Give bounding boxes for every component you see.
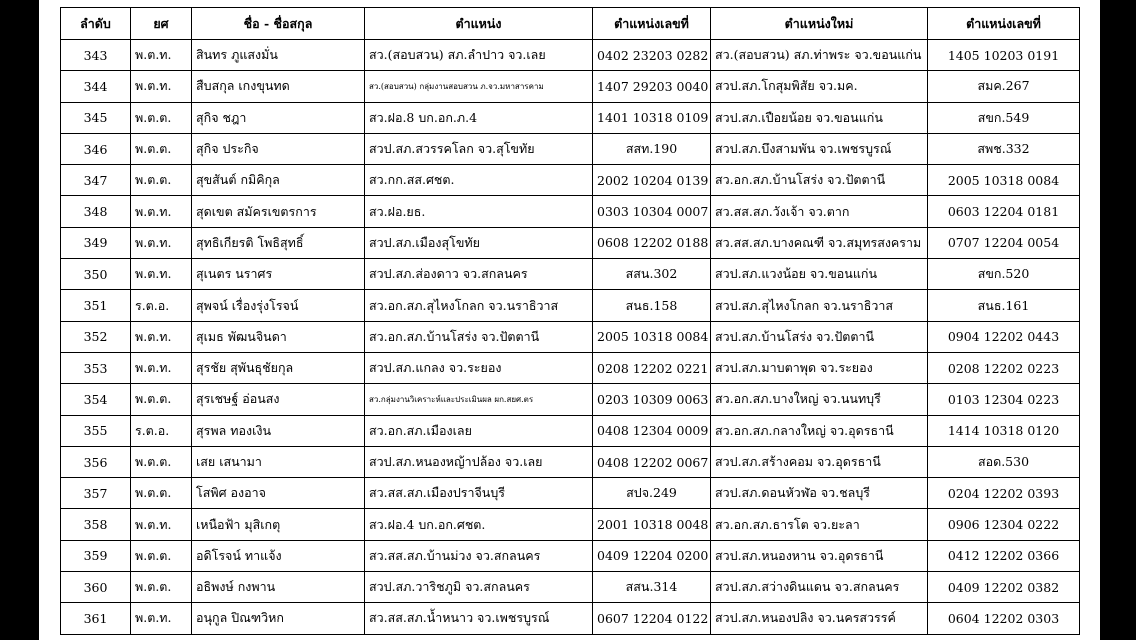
cell-order: 349 xyxy=(61,227,131,258)
header-rank: ยศ xyxy=(131,8,192,40)
cell-order: 358 xyxy=(61,509,131,540)
cell-new-position-number: 2005 10318 0084 xyxy=(928,165,1080,196)
table-row xyxy=(61,133,1080,164)
cell-new-position: สวป.สภ.หนองปลิง จว.นครสวรรค์ xyxy=(711,603,928,634)
table-row xyxy=(61,352,1080,383)
cell-new-position-number: 1414 10318 0120 xyxy=(928,415,1080,446)
cell-new-position-number: สนธ.161 xyxy=(928,290,1080,321)
cell-position-number: 0408 12202 0067 xyxy=(593,446,711,477)
cell-order: 344 xyxy=(61,71,131,102)
cell-new-position: สว.อก.สภ.บ้านโสร่ง จว.ปัตตานี xyxy=(711,165,928,196)
table-row xyxy=(61,196,1080,227)
cell-position: สว.สส.สภ.น้ำหนาว จว.เพชรบูรณ์ xyxy=(365,603,593,634)
cell-name: สุรเชษฐ์ อ่อนสง xyxy=(192,384,365,415)
cell-order: 360 xyxy=(61,572,131,603)
cell-new-position-number: 0906 12304 0222 xyxy=(928,509,1080,540)
cell-new-position: สวป.สภ.สว่างดินแดน จว.สกลนคร xyxy=(711,572,928,603)
cell-order: 361 xyxy=(61,603,131,634)
cell-name: สุทธิเกียรติ โพธิสุทธิ์ xyxy=(192,227,365,258)
cell-new-position: สว.สส.สภ.บางคณฑี จว.สมุทรสงคราม xyxy=(711,227,928,258)
cell-new-position: สว.อก.สภ.บางใหญ่ จว.นนทบุรี xyxy=(711,384,928,415)
table-row xyxy=(61,290,1080,321)
table-row xyxy=(61,478,1080,509)
cell-new-position: สว.สส.สภ.วังเจ้า จว.ตาก xyxy=(711,196,928,227)
cell-position-number: สสน.314 xyxy=(593,572,711,603)
table-row xyxy=(61,321,1080,352)
cell-new-position-number: 0103 12304 0223 xyxy=(928,384,1080,415)
cell-name: อดิโรจน์ ทาแจ้ง xyxy=(192,540,365,571)
table-row xyxy=(61,71,1080,102)
cell-new-position-number: สอด.530 xyxy=(928,446,1080,477)
cell-position-number: 0303 10304 0007 xyxy=(593,196,711,227)
cell-rank: พ.ต.ท. xyxy=(131,40,192,71)
cell-name: อธิพงษ์ กงพาน xyxy=(192,572,365,603)
table-row xyxy=(61,102,1080,133)
cell-position: สว.ฝอ.8 บก.อก.ภ.4 xyxy=(365,102,593,133)
cell-new-position-number: 0204 12202 0393 xyxy=(928,478,1080,509)
cell-rank: พ.ต.ต. xyxy=(131,102,192,133)
cell-new-position: สวป.สภ.สุไหงโกลก จว.นราธิวาส xyxy=(711,290,928,321)
cell-position-number: 0607 12204 0122 xyxy=(593,603,711,634)
cell-new-position-number: 0604 12202 0303 xyxy=(928,603,1080,634)
cell-rank: ร.ต.อ. xyxy=(131,415,192,446)
cell-position: สว.สส.สภ.เมืองปราจีนบุรี xyxy=(365,478,593,509)
cell-new-position: สว.อก.สภ.กลางใหญ่ จว.อุดรธานี xyxy=(711,415,928,446)
cell-position: สวป.สภ.เมืองสุโขทัย xyxy=(365,227,593,258)
cell-rank: พ.ต.ท. xyxy=(131,509,192,540)
cell-name: สุกิจ ชฎา xyxy=(192,102,365,133)
cell-new-position: สว.อก.สภ.ธารโต จว.ยะลา xyxy=(711,509,928,540)
cell-new-position-number: สพช.332 xyxy=(928,133,1080,164)
cell-position-number: 2002 10204 0139 xyxy=(593,165,711,196)
cell-order: 354 xyxy=(61,384,131,415)
cell-order: 350 xyxy=(61,259,131,290)
cell-position-number: 2001 10318 0048 xyxy=(593,509,711,540)
cell-new-position: สวป.สภ.บ้านโสร่ง จว.ปัตตานี xyxy=(711,321,928,352)
table-row xyxy=(61,446,1080,477)
cell-name: สุรพล ทองเงิน xyxy=(192,415,365,446)
cell-position-number: สสท.190 xyxy=(593,133,711,164)
cell-order: 357 xyxy=(61,478,131,509)
cell-rank: พ.ต.ต. xyxy=(131,165,192,196)
cell-new-position: สวป.สภ.หนองหาน จว.อุดรธานี xyxy=(711,540,928,571)
cell-rank: พ.ต.ต. xyxy=(131,384,192,415)
cell-rank: พ.ต.ต. xyxy=(131,540,192,571)
cell-new-position: สวป.สภ.สร้างคอม จว.อุดรธานี xyxy=(711,446,928,477)
cell-order: 351 xyxy=(61,290,131,321)
table-row xyxy=(61,384,1080,415)
cell-order: 348 xyxy=(61,196,131,227)
cell-name: โสพิศ องอาจ xyxy=(192,478,365,509)
header-position-number: ตำแหน่งเลขที่ xyxy=(593,8,711,40)
cell-position: สว.กก.สส.ศชต. xyxy=(365,165,593,196)
cell-position-number: 1401 10318 0109 xyxy=(593,102,711,133)
cell-new-position-number: สขก.520 xyxy=(928,259,1080,290)
cell-name: อนุกูล ปิณฑวิหก xyxy=(192,603,365,634)
cell-rank: พ.ต.ท. xyxy=(131,352,192,383)
cell-new-position: สวป.สภ.มาบตาพุด จว.ระยอง xyxy=(711,352,928,383)
cell-position-number: 0203 10309 0063 xyxy=(593,384,711,415)
cell-rank: พ.ต.ต. xyxy=(131,478,192,509)
header-new-position-number: ตำแหน่งเลขที่ xyxy=(928,8,1080,40)
cell-position-number: 0409 12204 0200 xyxy=(593,540,711,571)
cell-position: สว.ฝอ.ยธ. xyxy=(365,196,593,227)
cell-new-position: สว.(สอบสวน) สภ.ท่าพระ จว.ขอนแก่น xyxy=(711,40,928,71)
cell-position-number: 0408 12304 0009 xyxy=(593,415,711,446)
cell-position: สว.ฝอ.4 บก.อก.ศชต. xyxy=(365,509,593,540)
table-row xyxy=(61,540,1080,571)
cell-name: สุขสันต์ กมิคิกุล xyxy=(192,165,365,196)
cell-new-position-number: สมค.267 xyxy=(928,71,1080,102)
cell-position: สวป.สภ.ส่องดาว จว.สกลนคร xyxy=(365,259,593,290)
cell-order: 343 xyxy=(61,40,131,71)
header-name: ชื่อ - ชื่อสกุล xyxy=(192,8,365,40)
cell-order: 359 xyxy=(61,540,131,571)
cell-new-position: สวป.สภ.โกสุมพิสัย จว.มค. xyxy=(711,71,928,102)
cell-position: สว.อก.สภ.บ้านโสร่ง จว.ปัตตานี xyxy=(365,321,593,352)
cell-new-position: สวป.สภ.แวงน้อย จว.ขอนแก่น xyxy=(711,259,928,290)
cell-rank: พ.ต.ต. xyxy=(131,572,192,603)
cell-order: 347 xyxy=(61,165,131,196)
table-row xyxy=(61,259,1080,290)
header-new-position: ตำแหน่งใหม่ xyxy=(711,8,928,40)
cell-rank: พ.ต.ต. xyxy=(131,133,192,164)
cell-name: สุเนตร นราศร xyxy=(192,259,365,290)
cell-position-number: สสน.302 xyxy=(593,259,711,290)
cell-rank: พ.ต.ท. xyxy=(131,603,192,634)
document-page xyxy=(39,0,1100,640)
cell-new-position-number: 0904 12202 0443 xyxy=(928,321,1080,352)
cell-new-position-number: 0409 12202 0382 xyxy=(928,572,1080,603)
cell-position-number: 2005 10318 0084 xyxy=(593,321,711,352)
cell-new-position: สวป.สภ.บึงสามพัน จว.เพชรบูรณ์ xyxy=(711,133,928,164)
cell-position: สวป.สภ.สวรรคโลก จว.สุโขทัย xyxy=(365,133,593,164)
cell-order: 355 xyxy=(61,415,131,446)
table-header-row xyxy=(61,8,1080,40)
cell-position: สวป.สภ.วาริชภูมิ จว.สกลนคร xyxy=(365,572,593,603)
cell-new-position-number: 1405 10203 0191 xyxy=(928,40,1080,71)
cell-rank: พ.ต.ท. xyxy=(131,259,192,290)
cell-name: สุดเขต สมัครเขตรการ xyxy=(192,196,365,227)
cell-order: 346 xyxy=(61,133,131,164)
table-row xyxy=(61,227,1080,258)
cell-new-position: สวป.สภ.เปือยน้อย จว.ขอนแก่น xyxy=(711,102,928,133)
cell-position: สว.กลุ่มงานวิเคราะห์และประเมินผล ผก.สยศ.ตร xyxy=(365,384,593,415)
cell-new-position: สวป.สภ.ดอนหัวฬ่อ จว.ชลบุรี xyxy=(711,478,928,509)
cell-position: สว.สส.สภ.บ้านม่วง จว.สกลนคร xyxy=(365,540,593,571)
cell-new-position-number: 0603 12204 0181 xyxy=(928,196,1080,227)
cell-position: สวป.สภ.หนองหญ้าปล้อง จว.เลย xyxy=(365,446,593,477)
header-position: ตำแหน่ง xyxy=(365,8,593,40)
cell-new-position-number: สขก.549 xyxy=(928,102,1080,133)
header-order: ลำดับ xyxy=(61,8,131,40)
cell-name: สินทร ภูแสงมั่น xyxy=(192,40,365,71)
table-row xyxy=(61,509,1080,540)
cell-position: สวป.สภ.แกลง จว.ระยอง xyxy=(365,352,593,383)
cell-name: เสย เสนามา xyxy=(192,446,365,477)
cell-position-number: 0608 12202 0188 xyxy=(593,227,711,258)
cell-name: สืบสกุล เกงขุนทด xyxy=(192,71,365,102)
cell-position-number: 1407 29203 0040 xyxy=(593,71,711,102)
cell-position-number: สนธ.158 xyxy=(593,290,711,321)
cell-name: สุพจน์ เรื่องรุ่งโรจน์ xyxy=(192,290,365,321)
cell-rank: พ.ต.ท. xyxy=(131,321,192,352)
cell-position: สว.(สอบสวน) กลุ่มงานสอบสวน ภ.จว.มหาสารคาม xyxy=(365,71,593,102)
cell-name: สุรชัย สุพันธุชัยกุล xyxy=(192,352,365,383)
cell-name: เหนือฟ้า มุสิเกตุ xyxy=(192,509,365,540)
cell-position: สว.อก.สภ.เมืองเลย xyxy=(365,415,593,446)
cell-rank: ร.ต.อ. xyxy=(131,290,192,321)
table-row xyxy=(61,572,1080,603)
cell-rank: พ.ต.ท. xyxy=(131,196,192,227)
cell-position-number: สปจ.249 xyxy=(593,478,711,509)
cell-position-number: 0402 23203 0282 xyxy=(593,40,711,71)
cell-new-position-number: 0412 12202 0366 xyxy=(928,540,1080,571)
table-row xyxy=(61,40,1080,71)
cell-position: สว.อก.สภ.สุไหงโกลก จว.นราธิวาส xyxy=(365,290,593,321)
table-row xyxy=(61,165,1080,196)
cell-order: 356 xyxy=(61,446,131,477)
cell-position: สว.(สอบสวน) สภ.ลำปาว จว.เลย xyxy=(365,40,593,71)
cell-order: 352 xyxy=(61,321,131,352)
personnel-table xyxy=(60,7,1080,635)
cell-new-position-number: 0208 12202 0223 xyxy=(928,352,1080,383)
cell-position-number: 0208 12202 0221 xyxy=(593,352,711,383)
cell-new-position-number: 0707 12204 0054 xyxy=(928,227,1080,258)
cell-name: สุกิจ ประกิจ xyxy=(192,133,365,164)
cell-rank: พ.ต.ท. xyxy=(131,71,192,102)
cell-rank: พ.ต.ท. xyxy=(131,227,192,258)
table-row xyxy=(61,603,1080,634)
cell-rank: พ.ต.ต. xyxy=(131,446,192,477)
cell-order: 345 xyxy=(61,102,131,133)
table-row xyxy=(61,415,1080,446)
cell-name: สุเมธ พัฒนจินดา xyxy=(192,321,365,352)
cell-order: 353 xyxy=(61,352,131,383)
